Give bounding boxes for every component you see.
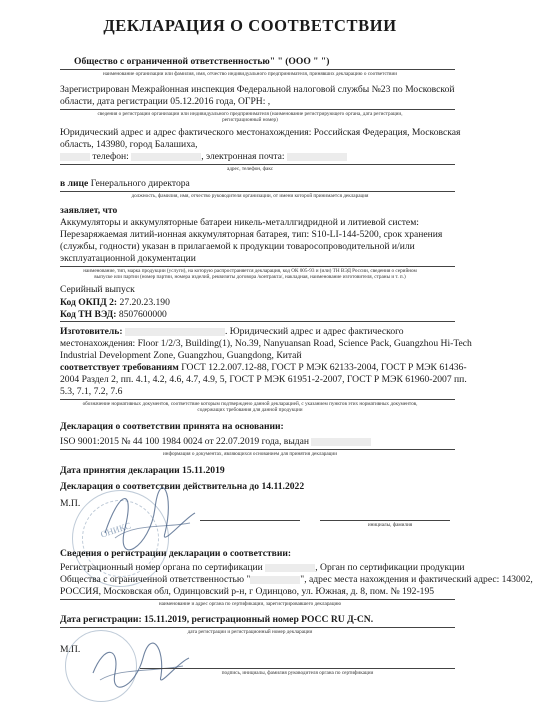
divider: [60, 69, 455, 70]
registration-info-line-2: [60, 574, 533, 586]
registration-info-line-3: РОССИЯ, Московская обл, Одинцовский р-н, г Одинцово, ул. Южная, д. 8, пом. № 192-195: [60, 586, 435, 597]
product-line-3: (службы, годности) указан в прилагаемой к продукции товаросопроводительной и/или: [60, 241, 415, 252]
redacted-field: [60, 153, 90, 161]
registration-line-2: области, дата регистрации 05.12.2016 года, ОГРН: ,: [60, 96, 271, 107]
organization-name: Общество с ограниченной ответственностью" " (ООО " "): [74, 56, 330, 67]
caption-registration-2: регистрационный номер): [222, 117, 278, 123]
basis-title: Декларация о соответствии принята на основании:: [60, 421, 284, 432]
acceptance-date: Дата принятия декларации 15.11.2019: [60, 465, 225, 476]
product-line-4: эксплуатационной документации: [60, 253, 196, 264]
manufacturer-label: Изготовитель:: [60, 326, 123, 337]
divider: [60, 449, 455, 450]
caption-requirements-1: обозначение нормативных документов, соответствие которым подтверждено данной декларацией, с указанием пунктов этих нормативных документов,: [82, 401, 418, 407]
redacted-field: [265, 564, 315, 572]
address-line-2: область, 143980, город Балашиха,: [60, 139, 198, 150]
divider: [60, 321, 455, 322]
manufacturer-line-1-tail: . Юридический адрес и адрес фактического: [225, 326, 404, 337]
caption-organization: наименование организации или фамилия, имя, отчество индивидуального предпринимателя, принявших декларацию о соответствии: [102, 71, 398, 77]
divider: [60, 266, 455, 267]
caption-product-1: наименование, тип, марка продукции (услуги), на которую распространяется декларация, код ОК 005-93 и (или) ТН ВЭД России, сведения о серийном: [83, 268, 417, 274]
registration-info-1b: , Орган по сертификации продукции: [315, 562, 465, 573]
registration-line-1: Зарегистрирован Межрайонная инспекция Федеральной налоговой службы №23 по Московской: [60, 84, 455, 95]
product-line-1: Аккумуляторы и аккумуляторные батареи никель-металлгидридной и литиевой систем:: [60, 217, 419, 228]
product-line-2: Перезаряжаемая литий-ионная аккумуляторная батарея, тип: S10-LI-144-5200, срок хранения: [60, 229, 443, 240]
requirements-line-3: 5.3, 7.1, 7.2, 7.6: [60, 386, 123, 397]
manufacturer-line-2: местонахождения: Floor 1/2/3, Building(1), No.39, Nanyuansan Road, Science Pack, Guangzhou Hi-Tech: [60, 338, 472, 349]
document-title: ДЕКЛАРАЦИЯ О СООТВЕТСТВИИ: [103, 16, 397, 35]
tnved-label: Код ТН ВЭД:: [60, 309, 117, 320]
redacted-field: [311, 438, 371, 446]
caption-signature-1: инициалы, фамилия: [367, 522, 413, 528]
caption-product-2: выпуске или партии (номер партии, номера изделий, реквизиты договора /контракта/, накладная, наименование изготовителя, страны и т. п.): [94, 274, 406, 280]
signature-line-2: [140, 668, 455, 669]
signature-line: [200, 520, 300, 521]
representative-position: Генерального директора: [90, 178, 190, 189]
okpd-label: Код ОКПД 2:: [60, 297, 118, 308]
registration-date: Дата регистрации: 15.11.2019, регистрационный номер РОСС RU Д-CN.: [60, 614, 374, 625]
redacted-field: [287, 153, 347, 161]
caption-registration-1: сведения о регистрации организации или индивидуального предпринимателя (наименование регистрирующего органа, дата регистрации,: [97, 111, 403, 117]
name-line: [320, 520, 450, 521]
seal-placeholder-1: М.П.: [60, 498, 81, 509]
okpd-value: 27.20.23.190: [119, 297, 170, 308]
requirements-label: соответствует требованиям: [60, 362, 179, 373]
divider: [60, 191, 455, 192]
manager-signature: [95, 478, 205, 558]
caption-basis: информация о документах, являющихся основанием для принятия декларации: [163, 451, 337, 457]
serial-release: Серийный выпуск: [60, 284, 135, 295]
requirements-standards-1: ГОСТ 12.2.007.12-88, ГОСТ Р МЭК 62133-2004, ГОСТ Р МЭК 61436-: [181, 362, 467, 373]
basis-line: [60, 436, 371, 448]
divider: [60, 164, 455, 165]
okpd-code: [60, 297, 170, 309]
representative-line: [60, 178, 190, 190]
caption-certification-body: наименование и адрес органа по сертификации, зарегистрировавшего декларацию: [158, 601, 342, 607]
address-line-3: [60, 151, 347, 163]
basis-value: ISO 9001:2015 № 44 100 1984 0024 от 22.07.2019 года, выдан: [60, 436, 310, 447]
declares-label: заявляет, что: [60, 205, 118, 216]
manufacturer-line-3: Industrial Development Zone, Guangzhou, Guangdong, Китай: [60, 350, 302, 361]
redacted-field: [125, 328, 225, 336]
validity-date: Декларация о соответствии действительна до 14.11.2022: [60, 481, 305, 492]
divider: [60, 399, 455, 400]
seal-placeholder-2: М.П.: [60, 644, 81, 655]
requirements-line-1: [60, 362, 467, 374]
divider: [60, 109, 455, 110]
caption-signature-2: подпись, инициалы, фамилия руководителя органа по сертификации: [221, 670, 374, 676]
tnved-value: 8507600000: [118, 309, 167, 320]
divider: [60, 599, 455, 600]
email-label: , электронная почта:: [201, 151, 285, 162]
registration-info-2b: ", адрес места нахождения и фактический адрес: 143002,: [300, 574, 533, 585]
registration-info-1a: Регистрационный номер органа по сертификации: [60, 562, 263, 573]
registration-info-title: Сведения о регистрации декларации о соответствии:: [60, 548, 292, 559]
tnved-code: [60, 309, 167, 321]
address-line-1: Юридический адрес и адрес фактического местонахождения: Российская Федерация, Московская: [60, 127, 461, 138]
redacted-field: [250, 576, 300, 584]
caption-address: адрес, телефон, факс: [226, 166, 274, 172]
registration-info-2a: Общества с ограниченной ответственностью ": [60, 574, 251, 585]
caption-registration-date: дата регистрации и регистрационный номер декларации: [187, 629, 313, 635]
representative-prefix: в лице: [60, 178, 89, 189]
requirements-line-2: 2004 Раздел 2, пп. 4.1, 4.2, 4.6, 4.7, 4.9, 5, ГОСТ Р МЭК 61951-2-2007, ГОСТ Р МЭК 61960-2007 пп.: [60, 374, 467, 385]
caption-representative: должность, фамилия, имя, отчество руководителя организации, от имени которой принимается декларация: [131, 193, 369, 199]
stamp-text: ОНИКС: [99, 520, 133, 540]
phone-label: телефон:: [92, 151, 129, 162]
caption-requirements-2: содержащих требования для данной продукции: [197, 407, 303, 413]
registration-info-line-1: [60, 562, 465, 574]
certification-signature: [85, 628, 195, 698]
redacted-field: [131, 153, 201, 161]
manufacturer-line-1: [60, 326, 404, 338]
